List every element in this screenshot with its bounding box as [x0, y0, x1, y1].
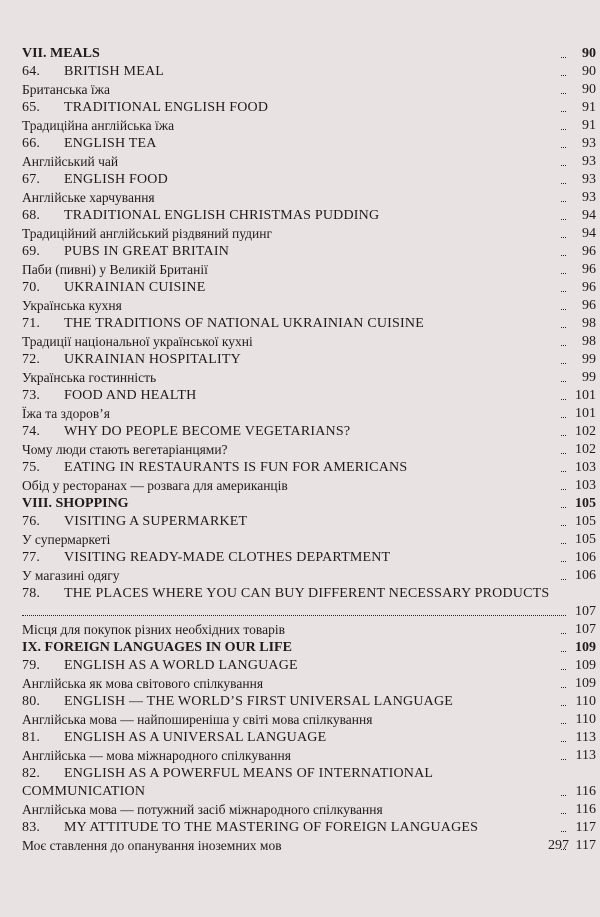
translation-title: [22, 117, 560, 135]
translation-title: [22, 531, 560, 549]
toc-translation-row: [22, 333, 596, 351]
toc-page-number: 94: [579, 225, 596, 243]
entry-number: 79.: [22, 658, 41, 673]
toc-page-number: 107: [572, 621, 596, 639]
title-text: У супермаркеті: [22, 532, 111, 547]
entry-title: [22, 135, 560, 153]
translation-title: [22, 441, 560, 459]
toc-page-number: 113: [573, 747, 596, 765]
toc-translation-row: [22, 405, 596, 423]
entry-number: 66.: [22, 136, 41, 151]
title-text: ENGLISH TEA: [64, 136, 157, 151]
entry-title: [22, 513, 560, 531]
translation-title: [22, 81, 560, 99]
entry-number: 69.: [22, 244, 41, 259]
toc-page-number: 90: [579, 63, 596, 81]
entry-number: 71.: [22, 316, 41, 331]
toc-entry-row: [22, 99, 596, 117]
translation-title: [22, 261, 560, 279]
entry-title: [22, 693, 560, 711]
toc-page-number: 113: [573, 729, 596, 747]
toc-page-number: 96: [579, 279, 596, 297]
toc-translation-row: [22, 837, 596, 855]
translation-title: [22, 567, 560, 585]
entry-title: [22, 549, 560, 567]
title-text: Британська їжа: [22, 82, 110, 97]
title-text: ENGLISH AS A POWERFUL MEANS OF INTERNATIONAL COMMUNICATION: [22, 766, 433, 799]
toc-translation-row: [22, 153, 596, 171]
toc-translation-row: [22, 621, 596, 639]
entry-title: [22, 315, 560, 333]
entry-number: 81.: [22, 730, 41, 745]
title-text: ENGLISH — THE WORLD’S FIRST UNIVERSAL LANGUAGE: [64, 694, 454, 709]
title-text: TRADITIONAL ENGLISH FOOD: [64, 100, 269, 115]
toc-entry-row: [22, 351, 596, 369]
toc-translation-row: [22, 801, 596, 819]
entry-title: [22, 243, 560, 261]
entry-title: [22, 63, 560, 81]
translation-title: [22, 225, 560, 243]
section-title: [22, 495, 560, 513]
table-of-contents: [22, 45, 596, 855]
toc-page-number: 106: [572, 567, 596, 585]
toc-page-number: 109: [572, 657, 596, 675]
toc-translation-row: [22, 369, 596, 387]
toc-page-number: 96: [579, 261, 596, 279]
toc-entry-row: [22, 657, 596, 675]
entry-number: 67.: [22, 172, 41, 187]
toc-page-number: 102: [572, 441, 596, 459]
entry-number: 80.: [22, 694, 41, 709]
entry-title: [22, 657, 560, 675]
toc-page-number: 110: [573, 711, 596, 729]
title-text: Традиційна англійська їжа: [22, 118, 175, 133]
translation-title: [22, 837, 560, 855]
toc-entry-row: [22, 315, 596, 333]
toc-page-number: 109: [572, 639, 596, 657]
toc-page-number: 102: [572, 423, 596, 441]
title-text: PUBS IN GREAT BRITAIN: [64, 244, 230, 259]
toc-entry-row: [22, 513, 596, 531]
toc-translation-row: [22, 477, 596, 495]
entry-number: 68.: [22, 208, 41, 223]
entry-number: 65.: [22, 100, 41, 115]
translation-title: [22, 747, 560, 765]
toc-page-number: 93: [579, 135, 596, 153]
toc-page-number: 91: [579, 117, 596, 135]
toc-page-number: 93: [579, 171, 596, 189]
entry-number: 75.: [22, 460, 41, 475]
translation-title: [22, 621, 560, 639]
entry-number: 77.: [22, 550, 41, 565]
entry-number: 72.: [22, 352, 41, 367]
toc-entry-row: [22, 693, 596, 711]
title-text: IX. FOREIGN LANGUAGES IN OUR LIFE: [22, 640, 292, 655]
toc-entry-row: [22, 765, 596, 801]
toc-section-row: [22, 495, 596, 513]
title-text: MY ATTITUDE TO THE MASTERING OF FOREIGN LANGUAGES: [64, 820, 479, 835]
title-text: BRITISH MEAL: [64, 64, 165, 79]
title-text: THE TRADITIONS OF NATIONAL UKRAINIAN CUISINE: [64, 316, 424, 331]
toc-entry-row: [22, 549, 596, 567]
toc-page-number: 105: [572, 495, 596, 513]
toc-page-number: 105: [572, 513, 596, 531]
entry-title: [22, 819, 560, 837]
toc-page-number: 116: [573, 801, 596, 819]
entry-number: 76.: [22, 514, 41, 529]
entry-title: [22, 207, 560, 225]
title-text: EATING IN RESTAURANTS IS FUN FOR AMERICANS: [64, 460, 408, 475]
title-text: Обід у ресторанах — розвага для американців: [22, 478, 288, 493]
title-text: WHY DO PEOPLE BECOME VEGETARIANS?: [64, 424, 351, 439]
toc-page-number: 93: [579, 189, 596, 207]
toc-page-number: 99: [579, 351, 596, 369]
title-text: THE PLACES WHERE YOU CAN BUY DIFFERENT NECESSARY PRODUCTS: [64, 586, 550, 601]
toc-page-number: 116: [573, 783, 596, 801]
title-text: Англійська як мова світового спілкування: [22, 676, 264, 691]
toc-page-number: 93: [579, 153, 596, 171]
translation-title: [22, 477, 560, 495]
section-title: [22, 639, 560, 657]
title-text: VISITING A SUPERMARKET: [64, 514, 248, 529]
title-text: У магазині одягу: [22, 568, 120, 583]
toc-translation-row: [22, 189, 596, 207]
toc-entry-row: [22, 459, 596, 477]
toc-translation-row: [22, 117, 596, 135]
toc-page-number: 103: [572, 477, 596, 495]
toc-entry-row: [22, 243, 596, 261]
toc-page-number: 96: [579, 243, 596, 261]
toc-page-number: 110: [573, 693, 596, 711]
toc-entry-row: [22, 387, 596, 405]
title-text: VISITING READY-MADE CLOTHES DEPARTMENT: [64, 550, 391, 565]
title-text: Англійське харчування: [22, 190, 155, 205]
entry-title: [22, 351, 560, 369]
toc-page-number: 96: [579, 297, 596, 315]
title-text: Англійська мова — потужний засіб міжнародного спілкування: [22, 802, 383, 817]
section-title: [22, 45, 560, 63]
entry-number: 74.: [22, 424, 41, 439]
toc-entry-row: [22, 585, 596, 621]
entry-title: [22, 171, 560, 189]
toc-section-row: [22, 45, 596, 63]
toc-page-number: 98: [579, 333, 596, 351]
title-text: Місця для покупок різних необхідних товарів: [22, 622, 285, 637]
title-text: ENGLISH FOOD: [64, 172, 168, 187]
toc-translation-row: [22, 675, 596, 693]
toc-translation-row: [22, 531, 596, 549]
toc-translation-row: [22, 441, 596, 459]
title-text: FOOD AND HEALTH: [64, 388, 197, 403]
entry-number: 78.: [22, 586, 41, 601]
title-text: Англійська мова — найпоширеніша у світі мова спілкування: [22, 712, 373, 727]
entry-title: [22, 729, 560, 747]
toc-page-number: 94: [579, 207, 596, 225]
toc-page-number: 101: [572, 387, 596, 405]
toc-entry-row: [22, 63, 596, 81]
title-text: Традиції національної української кухні: [22, 334, 253, 349]
dot-leader: [22, 615, 566, 616]
title-text: Чому люди стають вегетаріанцями?: [22, 442, 228, 457]
translation-title: [22, 297, 560, 315]
entry-number: 83.: [22, 820, 41, 835]
entry-title: [22, 765, 560, 801]
translation-title: [22, 189, 560, 207]
toc-entry-row: [22, 729, 596, 747]
title-text: UKRAINIAN CUISINE: [64, 280, 206, 295]
toc-page-number: 101: [572, 405, 596, 423]
toc-page-number: 107: [572, 603, 596, 621]
toc-entry-row: [22, 423, 596, 441]
toc-page-number: 90: [579, 81, 596, 99]
toc-page-number: 109: [572, 675, 596, 693]
title-text: Моє ставлення до опанування іноземних мов: [22, 838, 282, 853]
entry-title: [22, 279, 560, 297]
translation-title: [22, 153, 560, 171]
toc-page-number: 117: [573, 819, 596, 837]
translation-title: [22, 333, 560, 351]
toc-section-row: [22, 639, 596, 657]
title-text: Українська кухня: [22, 298, 122, 313]
entry-number: 82.: [22, 766, 41, 781]
title-text: ENGLISH AS A UNIVERSAL LANGUAGE: [64, 730, 327, 745]
toc-entry-row: [22, 207, 596, 225]
entry-title: [22, 459, 560, 477]
entry-title: [22, 423, 560, 441]
translation-title: [22, 711, 560, 729]
entry-title: [22, 387, 560, 405]
title-text: VII. MEALS: [22, 46, 100, 61]
toc-page-number: 117: [573, 837, 596, 855]
translation-title: [22, 405, 560, 423]
toc-entry-row: [22, 135, 596, 153]
title-text: Традиційний англійський різдвяний пудинг: [22, 226, 273, 241]
toc-translation-row: [22, 225, 596, 243]
title-text: ENGLISH AS A WORLD LANGUAGE: [64, 658, 298, 673]
entry-title: [22, 99, 560, 117]
toc-page-number: 99: [579, 369, 596, 387]
toc-translation-row: [22, 261, 596, 279]
toc-entry-row: [22, 171, 596, 189]
title-text: Англійська — мова міжнародного спілкування: [22, 748, 291, 763]
toc-page-number: 98: [579, 315, 596, 333]
toc-translation-row: [22, 567, 596, 585]
title-text: Їжа та здоров’я: [22, 406, 110, 421]
toc-translation-row: [22, 81, 596, 99]
translation-title: [22, 675, 560, 693]
translation-title: [22, 369, 560, 387]
title-text: VIII. SHOPPING: [22, 496, 129, 511]
toc-entry-row: [22, 279, 596, 297]
title-text: TRADITIONAL ENGLISH CHRISTMAS PUDDING: [64, 208, 380, 223]
toc-page-number: 105: [572, 531, 596, 549]
toc-page-number: 90: [579, 45, 596, 63]
title-text: UKRAINIAN HOSPITALITY: [64, 352, 241, 367]
entry-title: [22, 585, 560, 603]
toc-page-number: 106: [572, 549, 596, 567]
toc-page-number: 91: [579, 99, 596, 117]
title-text: Англійський чай: [22, 154, 119, 169]
toc-translation-row: [22, 747, 596, 765]
entry-number: 70.: [22, 280, 41, 295]
toc-page-number: 103: [572, 459, 596, 477]
toc-entry-row: [22, 819, 596, 837]
title-text: Паби (пивні) у Великій Британії: [22, 262, 208, 277]
toc-translation-row: [22, 711, 596, 729]
page-number: 297: [548, 838, 569, 853]
translation-title: [22, 801, 560, 819]
toc-translation-row: [22, 297, 596, 315]
entry-number: 73.: [22, 388, 41, 403]
entry-number: 64.: [22, 64, 41, 79]
title-text: Українська гостинність: [22, 370, 157, 385]
